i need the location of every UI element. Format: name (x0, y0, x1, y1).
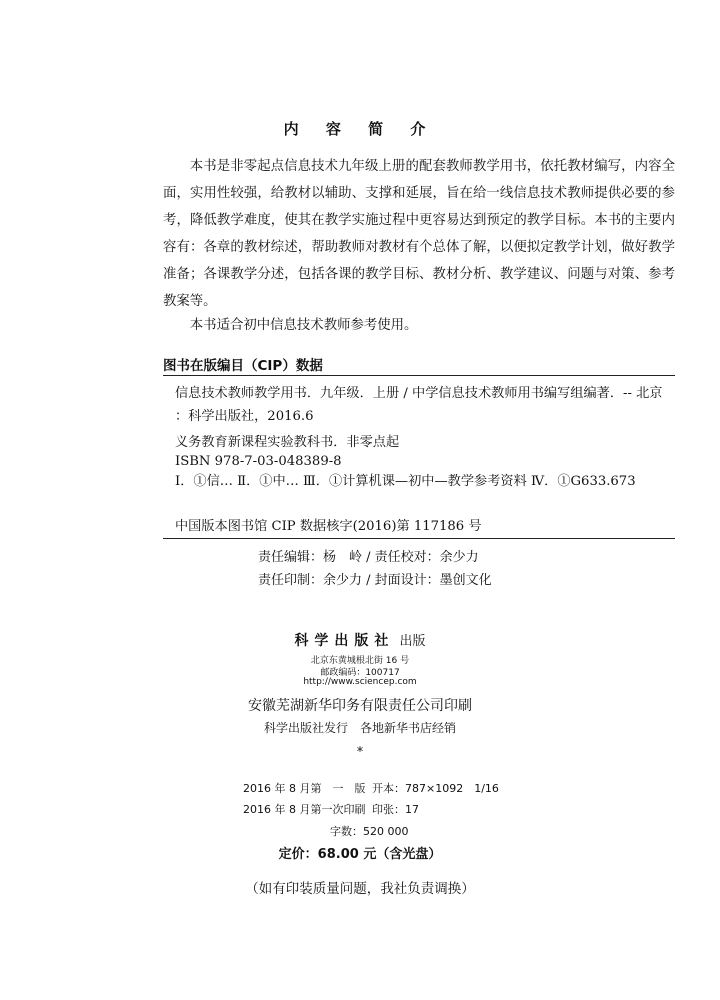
distribution: 科学出版社发行 各地新华书店经销 (263, 721, 456, 735)
synopsis-title: 内 容 简 介 (283, 120, 437, 138)
staff-production: 责任印制：余少力 / 封面设计：墨创文化 (258, 573, 492, 588)
publisher-name: 科学出版社 (294, 633, 395, 649)
cip-top-rule (163, 375, 675, 376)
staff-editors: 责任编辑：杨 岭 / 责任校对：余少力 (258, 550, 479, 565)
cip-entry: 信息技术教师教学用书．九年级．上册 / 中学信息技术教师用书编写组编著．-- 北京 ：科学出版社，2016.6 (175, 386, 663, 424)
book-format: 开本：787×1092 1/16 (372, 782, 499, 795)
separator-star: * (356, 745, 364, 760)
cip-subjects: Ⅰ．①信… Ⅱ．①中… Ⅲ．①计算机课—初中—教学参考资料 Ⅳ．①G633.673 (175, 474, 636, 489)
word-count: 字数：520 000 (330, 825, 409, 838)
cip-bottom-rule (163, 538, 675, 539)
cip-series: 义务教育新课程实验教科书．非零点起 (175, 435, 400, 450)
edition: 2016 年 8 月第 一 版 (243, 782, 366, 795)
synopsis-audience: 本书适合初中信息技术教师参考使用。 (189, 318, 418, 333)
cip-heading: 图书在版编目（CIP）数据 (163, 358, 323, 374)
publisher-suffix: 出版 (399, 634, 426, 649)
cip-isbn: ISBN 978-7-03-048389-8 (175, 454, 342, 469)
quality-notice: （如有印装质量问题，我社负责调换） (245, 881, 475, 897)
publisher-url: http://www.sciencep.com (303, 677, 417, 687)
printer: 安徽芜湖新华印务有限责任公司印刷 (248, 698, 472, 714)
publisher-postcode: 邮政编码：100717 (320, 668, 400, 678)
synopsis-paragraph: 本书是非零起点信息技术九年级上册的配套教师教学用书，依托教材编写，内容全面，实用性较强，给教材以辅助、支撑和延展，旨在给一线信息技术教师提供必要的参考，降低教学难度，使其在教学实施过程中更容易达到预定的教学目标。本书的主要内容有：各章的教材综述，帮助教师对教材有个总体了解，以便拟定教学计划，做好教学准备；各课教学分述，包括各课的教学目标、教材分析、教学建议、问题与对策、参考教案等。 (163, 159, 675, 309)
cip-number: 中国版本图书馆 CIP 数据核字(2016)第 117186 号 (175, 519, 482, 534)
price: 定价：68.00 元（含光盘） (278, 847, 442, 862)
printing: 2016 年 8 月第一次印刷 (243, 803, 366, 816)
printed-sheets: 印张：17 (372, 803, 419, 816)
publisher-address: 北京东黄城根北街 16 号 (310, 656, 410, 666)
publisher-line (0, 630, 720, 650)
